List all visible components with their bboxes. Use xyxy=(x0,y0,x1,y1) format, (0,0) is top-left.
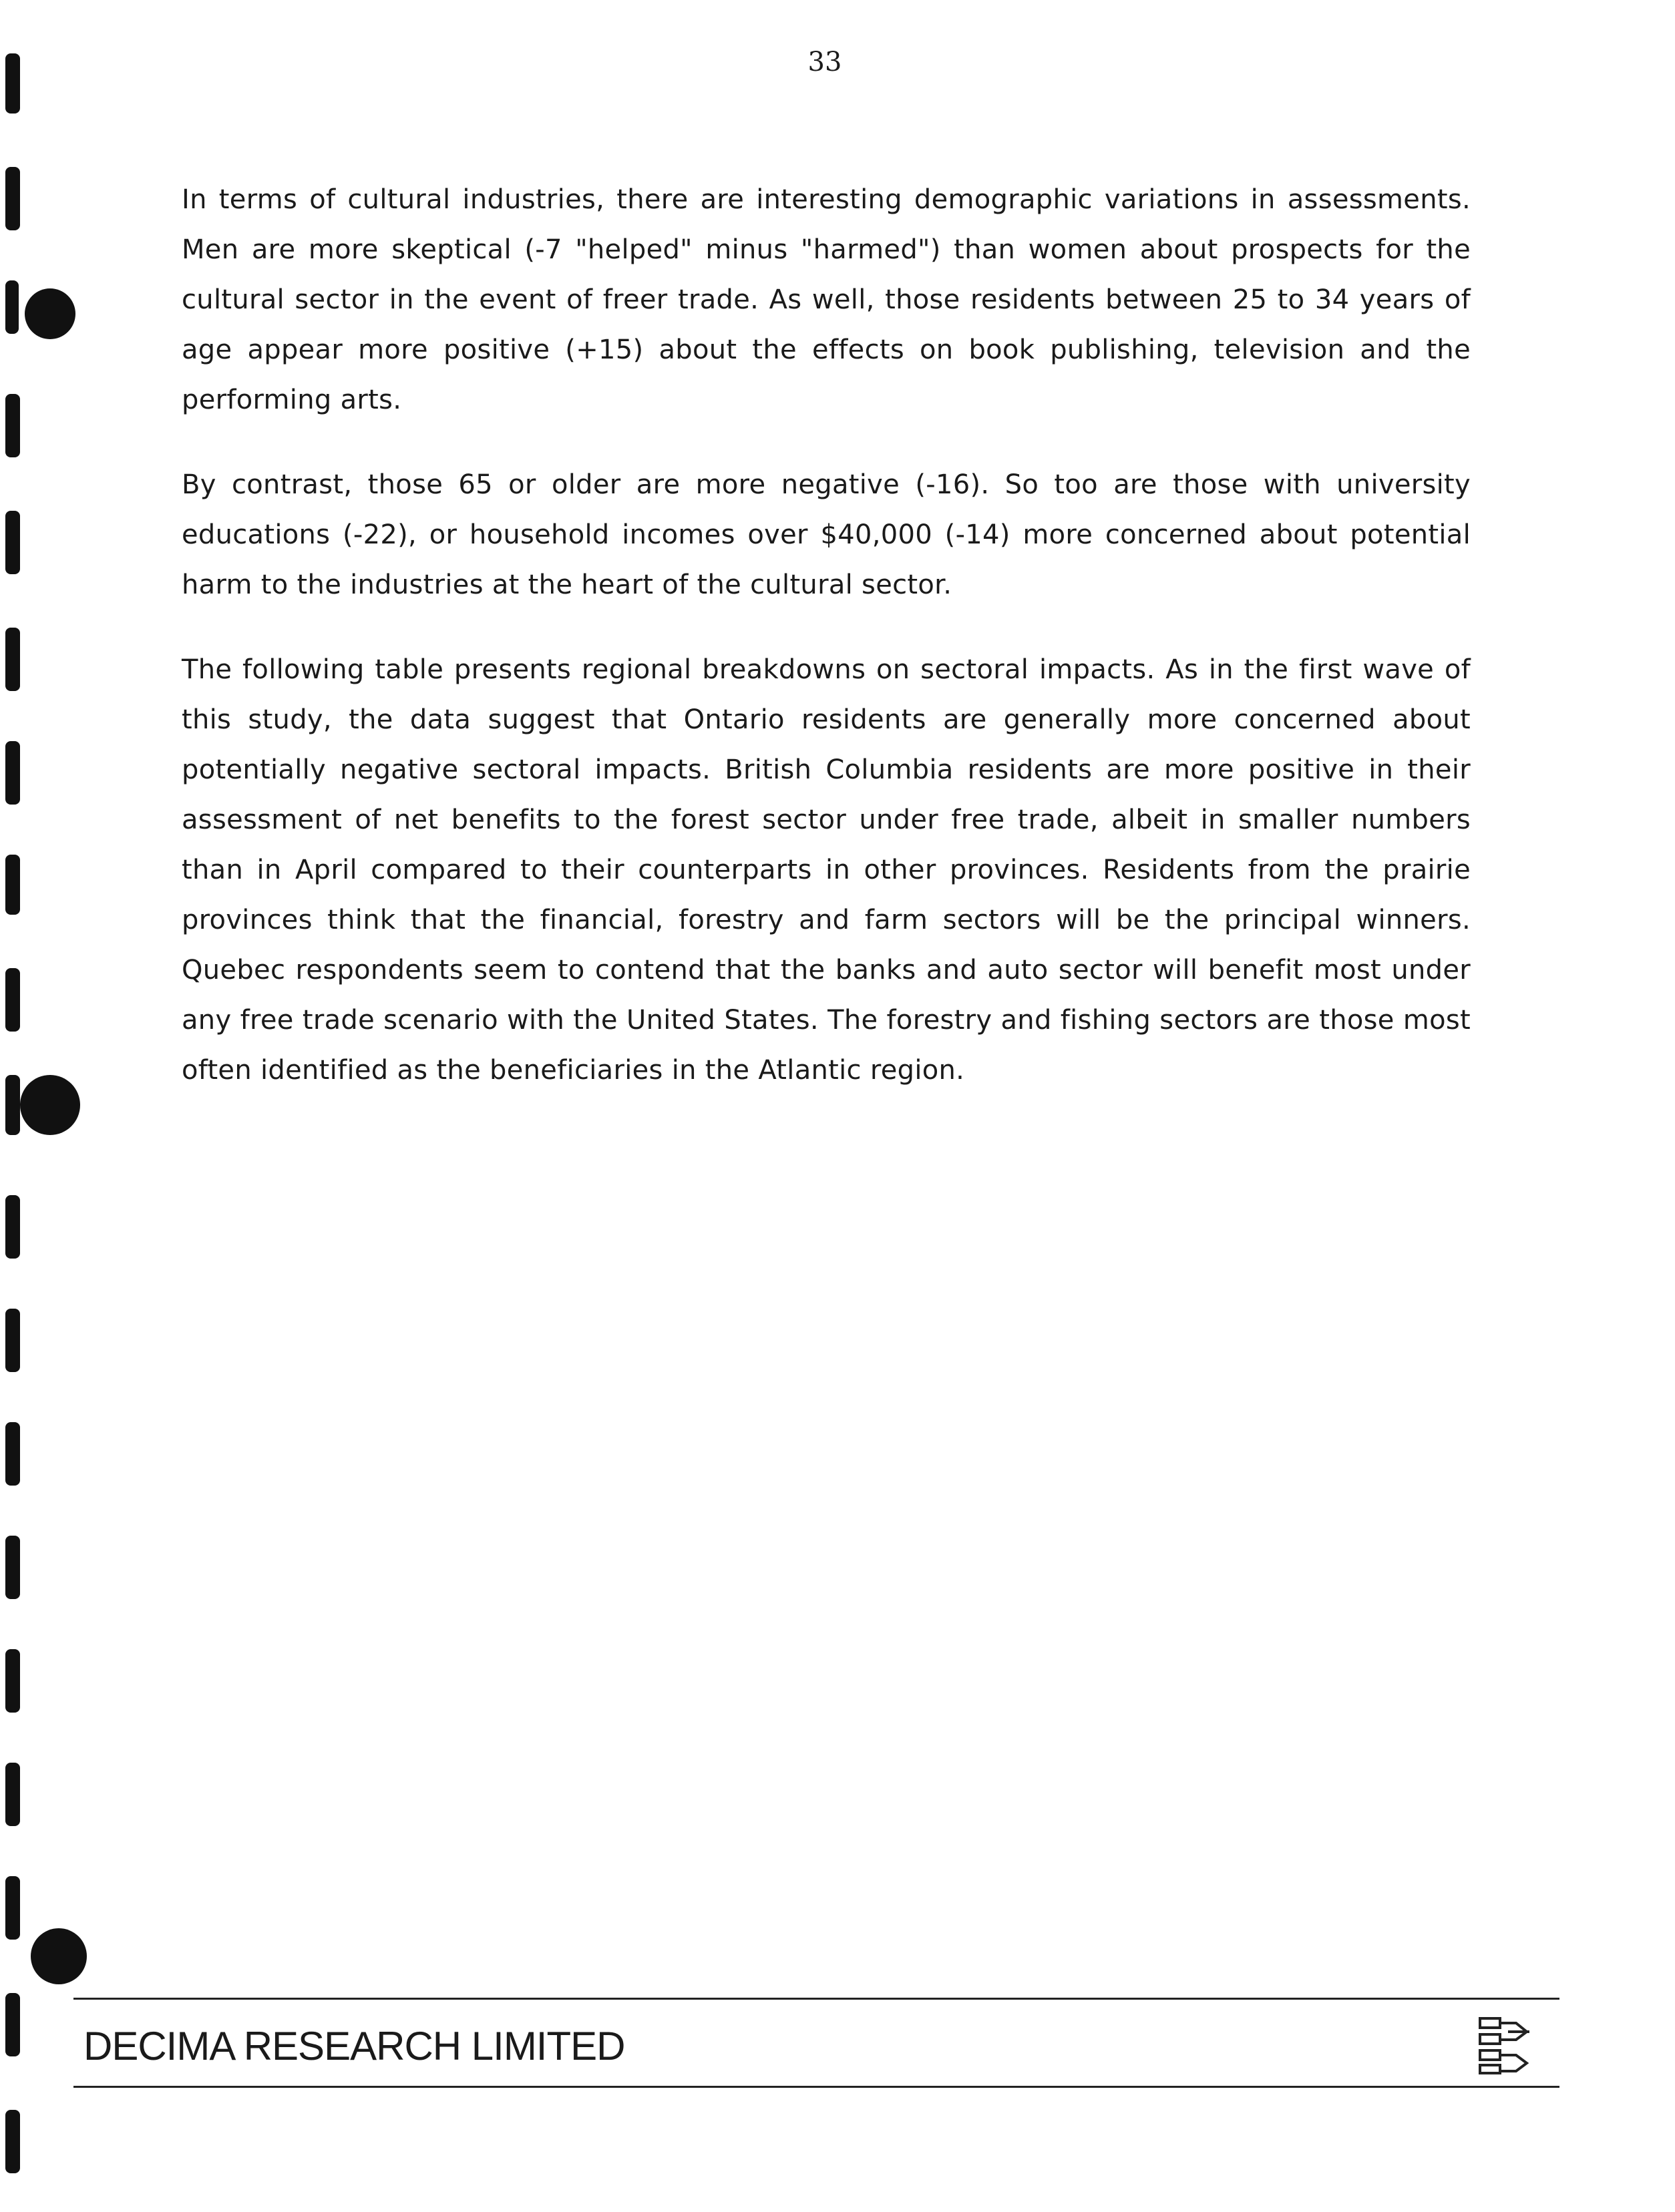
body-text xyxy=(182,175,1471,1130)
paragraph-cultural-industries: In terms of cultural industries, there are interesting demographic variations in assessments. Men are more skeptical (-7 "helped" minus "harmed") than women about prospects for the cultural sector in the event of freer trade. As well, those residents between 25 to 34 years of age appear more positive (+15) about the effects on book publishing, television and the performing arts. xyxy=(182,184,1471,415)
footer-rule-bottom xyxy=(73,2086,1559,2088)
binding-marks xyxy=(0,0,100,2212)
paragraph-regional-breakdowns: The following table presents regional breakdowns on sectoral impacts. As in the first wave of this study, the data suggest that Ontario residents are generally more concerned about potentially negative sectoral impacts. British Columbia residents are more positive in their assessment of net benefits to the forest sector under free trade, albeit in smaller numbers than in April compared to their counterparts in other provinces. Residents from the prairie provinces think that the financial, forestry and farm sectors will be the principal winners. Quebec respondents seem to contend that the banks and auto sector will benefit most under any free trade scenario with the United States. The forestry and fishing sectors are those most often identified as the beneficiaries in the Atlantic region. xyxy=(182,654,1471,1086)
paragraph-contrast: By contrast, those 65 or older are more negative (-16). So too are those with university educations (-22), or household incomes over $40,000 (-14) more concerned about potential harm to the industries at the heart of the cultural sector. xyxy=(182,469,1471,600)
footer-rule-top xyxy=(73,1998,1559,2000)
footer-company-name: DECIMA RESEARCH LIMITED xyxy=(83,2024,625,2068)
decima-logo-icon xyxy=(1476,2013,1536,2076)
page-number: 33 xyxy=(807,47,842,77)
